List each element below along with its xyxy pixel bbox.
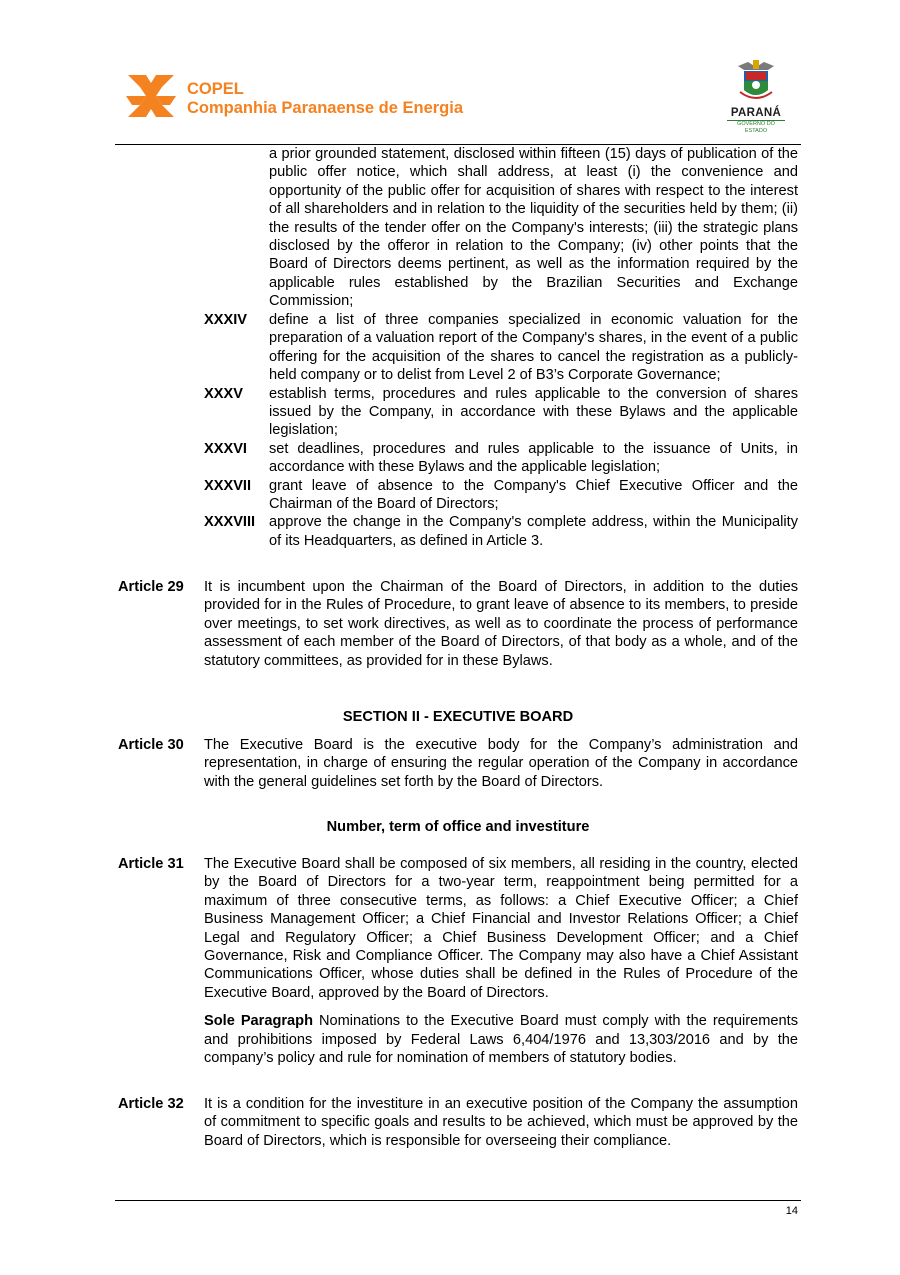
article-29 xyxy=(118,578,798,670)
sole-paragraph xyxy=(204,1012,798,1067)
item-number: XXXVIII xyxy=(204,514,256,531)
list-item xyxy=(204,440,798,477)
list-item xyxy=(204,385,798,440)
article-label: Article 29 xyxy=(118,579,184,595)
parana-coat-of-arms-icon xyxy=(734,58,778,106)
list-item xyxy=(204,311,798,385)
article-text: It is a condition for the investiture in an executive position of the Company the assumption of commitment to specific goals and results to be achieved, which must be approved by the Board of Directors, which is responsible for overseeing their compliance. xyxy=(204,1096,798,1149)
company-short-name: COPEL xyxy=(187,80,244,98)
item-number: XXXVII xyxy=(204,477,252,494)
article-label: Article 32 xyxy=(118,1096,184,1112)
article-label: Article 31 xyxy=(118,856,184,872)
sole-paragraph-text: Nominations to the Executive Board must comply with the requirements and prohibitions imposed by Federal Laws 6,404/1976 and 13,303/2016 and by the company’s policy and rule for nomination of members of statutory bodies. xyxy=(204,1013,798,1067)
state-crest xyxy=(724,58,788,136)
continued-paragraph: a prior grounded statement, disclosed within fifteen (15) days of publication of the public offer notice, which shall address, at least (i) the convenience and opportunity of the public offer for acquisition of shares with respect to the interest of all shareholders and in relation to the liquidity of the securities held by them; (ii) the results of the tender offer on the Company's interests; (iii) the strategic plans disclosed by the offeror in relation to the Company; (iv) other points that the Board of Directors deems pertinent, as well as the information required by the applicable rules established by the Brazilian Securities and Exchange Commission; xyxy=(269,146,798,310)
item-text: approve the change in the Company's complete address, within the Municipality of its Headquarters, as defined in Article 3. xyxy=(269,514,798,549)
article-31 xyxy=(118,855,798,1067)
footer-divider xyxy=(115,1200,801,1201)
item-number: XXXV xyxy=(204,385,243,402)
item-text: grant leave of absence to the Company's Chief Executive Officer and the Chairman of the Board of Directors; xyxy=(269,477,798,513)
state-subtitle: GOVERNO DO ESTADO xyxy=(727,120,785,135)
article-32 xyxy=(118,1095,798,1150)
article-label: Article 30 xyxy=(118,737,184,753)
sole-paragraph-label: Sole Paragraph xyxy=(204,1013,313,1030)
item-number: XXXVI xyxy=(204,440,247,457)
item-text: define a list of three companies specialized in economic valuation for the preparation of a valuation report of the Company's shares, in the event of a public offering for the acquisition of the shares to cancel the registration as a publicly-held company or to delist from Level 2 of B3’s Corporate Governance; xyxy=(269,312,798,384)
state-name: PARANÁ xyxy=(730,107,782,119)
item-text: establish terms, procedures and rules applicable to the conversion of shares issued by the Company, in accordance with these Bylaws and the applicable legislation; xyxy=(269,385,798,439)
copel-logo-icon xyxy=(126,73,176,119)
article-30 xyxy=(118,736,798,791)
article-text: The Executive Board is the executive body for the Company’s administration and representation, in charge of ensuring the regular operation of the Company in accordance with the general guidelines set forth by the Board of Directors. xyxy=(204,737,798,790)
list-item xyxy=(204,513,798,550)
article-text: The Executive Board shall be composed of six members, all residing in the country, elected by the Board of Directors for a two-year term, reappointment being permitted for a maximum of three consecutive terms, as follows: a Chief Executive Officer; a Chief Business Management Officer; a Chief Financial and Investor Relations Officer; a Chief Legal and Regulatory Officer; a Chief Business Development Officer; and a Chief Governance, Risk and Compliance Officer. The Company may also have a Chief Assistant Communications Officer, whose duties shall be defined in the Rules of Procedure of the Executive Board, approved by the Board of Directors. xyxy=(204,856,798,1001)
section-title: SECTION II - EXECUTIVE BOARD xyxy=(342,709,574,725)
list-item xyxy=(204,477,798,514)
item-list xyxy=(204,311,798,550)
article-text: It is incumbent upon the Chairman of the Board of Directors, in addition to the duties provided for in the Rules of Procedure, to grant leave of absence to its members, to preside over meetings, to set work directives, as well as to coordinate the process of performance assessment of each member of the Board of Directors, of that body as a whole, and of the statutory committees, as provided for in these Bylaws. xyxy=(204,579,798,669)
page-number: 14 xyxy=(785,1205,798,1217)
item-number: XXXIV xyxy=(204,312,247,328)
item-text: set deadlines, procedures and rules applicable to the issuance of Units, in accordance with these Bylaws and the applicable legislation; xyxy=(269,440,798,476)
company-full-name: Companhia Paranaense de Energia xyxy=(187,99,464,117)
page-header xyxy=(0,0,900,145)
company-name xyxy=(187,80,463,118)
subsection-title: Number, term of office and investiture xyxy=(326,819,590,835)
